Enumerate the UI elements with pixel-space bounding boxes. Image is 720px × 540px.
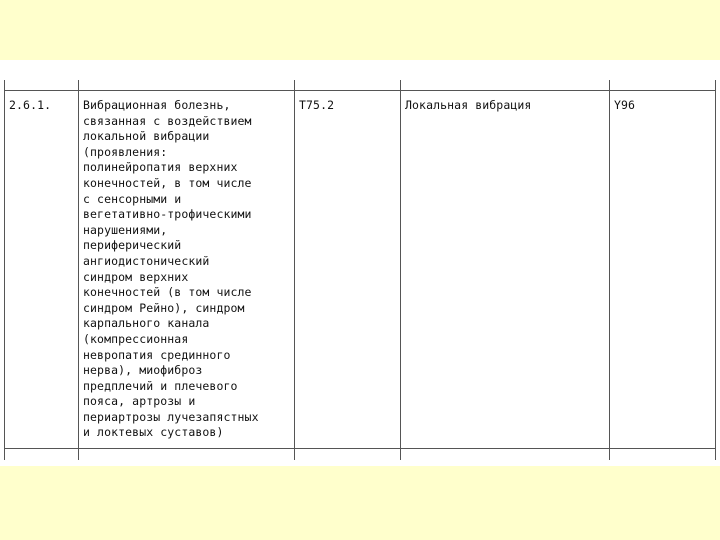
disease-description-line: периферический xyxy=(83,238,182,253)
disease-description-line: полинейропатия верхних xyxy=(83,160,238,175)
disease-description-line: Вибрационная болезнь, xyxy=(83,98,231,112)
disease-description-line: и локтевых суставов) xyxy=(83,425,224,440)
harmful-factor: Локальная вибрация xyxy=(405,98,532,112)
disease-description-line: синдром верхних xyxy=(83,269,189,284)
table-sheet xyxy=(0,60,720,466)
disease-description-line: пояса, артрозы и xyxy=(83,394,196,409)
disease-description-line: (компрессионная xyxy=(83,331,189,346)
disease-description-line: нерва), миофиброз xyxy=(83,363,203,378)
disease-description-line: предплечий и плечевого xyxy=(83,378,238,393)
disease-description-line: невропатия срединного xyxy=(83,347,231,362)
disease-description-line: нарушениями, xyxy=(83,222,168,237)
disease-description-line: периартрозы лучезапястных xyxy=(83,409,259,424)
disease-description-line: синдром Рейно), синдром xyxy=(83,300,245,315)
disease-description-line: вегетативно-трофическими xyxy=(83,207,252,222)
disease-description-line: ангиодистонический xyxy=(83,253,210,268)
icd-code: Т75.2 xyxy=(299,98,335,112)
disease-description-line: карпального канала xyxy=(83,316,210,331)
disease-description xyxy=(83,98,259,441)
disease-description-line: связанная с воздействием xyxy=(83,113,252,128)
external-cause-code: Y96 xyxy=(614,98,636,112)
disease-description-line: с сенсорными и xyxy=(83,191,182,206)
column-rule xyxy=(400,80,401,460)
disease-description-line: локальной вибрации xyxy=(83,129,210,144)
row-number: 2.6.1. xyxy=(9,98,52,112)
disease-description-line: (проявления: xyxy=(83,144,168,159)
column-rule xyxy=(715,80,716,460)
column-rule xyxy=(609,80,610,460)
column-rule xyxy=(4,80,5,460)
column-rule xyxy=(294,80,295,460)
disease-description-line: конечностей, в том числе xyxy=(83,175,252,190)
column-rule xyxy=(78,80,79,460)
disease-description-line: конечностей (в том числе xyxy=(83,285,252,300)
